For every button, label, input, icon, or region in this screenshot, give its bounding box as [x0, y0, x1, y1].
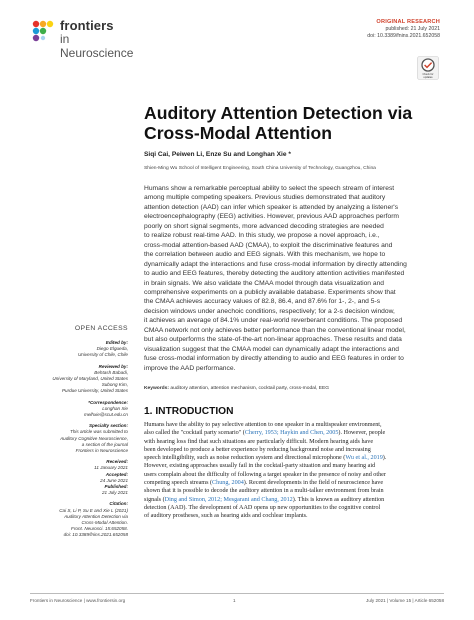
svg-text:updates: updates: [423, 76, 433, 79]
received-label: Received:: [106, 459, 128, 465]
keywords: [144, 386, 440, 391]
abstract-line: visualization suggest that the CMAA model can dynamically adapt the interactions and: [144, 345, 400, 353]
dates-block: [20, 459, 128, 496]
citation-doi[interactable]: doi: 10.3389/fnins.2021.652058: [63, 532, 128, 538]
accepted-label: Accepted:: [105, 471, 128, 477]
abstract-line: Humans show a remarkable perceptual ability to select the speech stream of interest: [144, 185, 395, 192]
frontiers-logo-icon: [30, 19, 56, 45]
citation-text: Front. Neurosci. 15:652058.: [71, 526, 128, 532]
citation-label: Citation:: [109, 501, 128, 507]
citation-link[interactable]: Cherry, 1953; Haykin and Chen, 2005: [244, 430, 339, 437]
intro-text: However, existing approaches usually fail in the cocktail-party situation and many hearing aid: [144, 463, 376, 470]
intro-line: [144, 438, 440, 446]
specialty-text: Frontiers in Neuroscience: [75, 448, 128, 454]
abstract-line: CMAA network not only achieves better performance than the conventional linear model,: [144, 326, 406, 334]
specialty-block: [20, 423, 128, 454]
abstract-line: decision windows under anechoic conditions, respectively; for a 2-s decision window,: [144, 307, 395, 315]
intro-line: [144, 496, 440, 504]
intro-text: Humans have the ability to pay selective attention to one speaker in a multispeaker environment,: [144, 422, 382, 428]
citation-link[interactable]: Ding and Simon, 2012; Mesgarani and Chang, 2012: [164, 496, 293, 503]
correspondence-email[interactable]: melhxie@scut.edu.cn: [84, 412, 128, 418]
intro-line: [144, 487, 440, 495]
editor-name[interactable]: Diego Elgueda,: [96, 346, 128, 352]
citation-text: Cross-Modal Attention.: [81, 520, 128, 526]
footer-site-link[interactable]: www.frontiersin.org: [86, 598, 126, 603]
reviewer-affiliation: University of Maryland, United States: [52, 376, 128, 382]
abstract-line: attention detection (AAD) can infer which speaker is attended by analyzing a listener's: [144, 203, 399, 211]
abstract-line: among multiple competing speakers. Previous studies demonstrated that auditory: [144, 194, 386, 202]
footer-journal-name: Frontiers in Neuroscience: [30, 598, 83, 603]
abstract-line: the CMAA achieves accuracy values of 82.8, 86.4, and 87.6% for 1-, 2-, and 5-s: [144, 298, 381, 306]
keywords-list: auditory attention, attention mechanism, cocktail party, cross-modal, EEG: [170, 386, 330, 391]
title-line: Cross-Modal Attention: [144, 123, 332, 143]
logo-subtitle: in Neuroscience: [60, 32, 134, 60]
reviewer-name[interactable]: Subong Kim,: [101, 382, 128, 388]
affiliation: Shien-Ming Wu School of Intelligent Engineering, South China University of Technology, Guangzhou, China: [144, 166, 376, 171]
intro-line: [144, 462, 440, 470]
reviewer-name[interactable]: Behtash Babadi,: [94, 369, 128, 375]
correspondence-block: [20, 400, 128, 419]
title-line: Auditory Attention Detection via: [144, 103, 413, 123]
intro-text: speech intelligibility, such as noise reduction system and directional microphone (: [144, 455, 346, 462]
abstract-line: in brain signals. We also validate the CMAA model through data visualization and: [144, 279, 385, 287]
intro-line: [144, 446, 440, 454]
abstract-line: comprehensive experiments on a publicly available database. Experiments show that: [144, 288, 396, 296]
keywords-label: Keywords:: [144, 386, 170, 391]
intro-text: with hearing loss find that such situations are particularly difficult. Modern hearing aids have: [144, 438, 374, 445]
published-label: Published:: [104, 484, 128, 490]
abstract-line: improve the AAD performance.: [144, 364, 236, 372]
specialty-text: This article was submitted to: [70, 429, 128, 435]
author-list[interactable]: Siqi Cai, Peiwen Li, Enze Su and Longhan Xie *: [144, 151, 291, 158]
intro-text: users complain about the difficulty of following a target speaker in the presence of noisy and other: [144, 471, 386, 478]
edited-by-block: [20, 340, 128, 359]
open-access-label: OPEN ACCESS: [74, 325, 128, 332]
intro-text: ). However, people: [338, 430, 386, 437]
published-date-sidebar: 21 July 2021: [101, 490, 128, 496]
article-info-sidebar: [20, 340, 128, 544]
abstract-line: fuse cross-modal information by directly attending to audio and EEG features in order to: [144, 355, 404, 363]
intro-line: [144, 421, 440, 429]
citation-link[interactable]: Wu et al., 2019: [345, 455, 383, 462]
abstract-line: but also outperforms the state-of-the-art non-linear approaches. These results and data: [144, 336, 402, 344]
reviewed-by-label: Reviewed by:: [98, 363, 128, 369]
citation-text: Cai S, Li P, Su E and Xie L (2021): [59, 507, 128, 513]
page-number: 1: [233, 598, 236, 603]
abstract-line: to realize robust real-time AAD. In this study, we propose a novel approach, i.e.,: [144, 232, 380, 240]
citation-link[interactable]: Chung, 2004: [212, 480, 244, 487]
intro-text: detection (AAD). The development of AAD opens up new opportunities to the cognitive control: [144, 504, 381, 511]
article-meta: [367, 19, 440, 40]
footer-volume: July 2021 | Volume 15 | Article 652058: [366, 598, 444, 603]
abstract-line: to audio and EEG features, thereby detecting the auditory attention activities manifested: [144, 270, 405, 278]
editor-affiliation: University of Chile, Chile: [77, 352, 128, 358]
citation-block: [20, 501, 128, 538]
check-for-updates-icon[interactable]: [417, 56, 439, 80]
accepted-date: 24 June 2021: [100, 477, 128, 483]
intro-line: [144, 504, 440, 512]
article-title: [144, 103, 444, 143]
article-type: ORIGINAL RESEARCH: [376, 19, 440, 25]
specialty-text: Auditory Cognitive Neuroscience,: [60, 435, 128, 441]
abstract: [144, 184, 440, 373]
doi-link[interactable]: doi: 10.3389/fnins.2021.652058: [367, 33, 440, 39]
intro-text: of auditory prostheses, such as hearing aids and cochlear implants.: [144, 513, 308, 520]
intro-line: [144, 512, 440, 520]
intro-body: [144, 421, 440, 521]
intro-text: been developed to produce a better experience by reducing background noise and increasing: [144, 446, 371, 453]
svg-text:Check for: Check for: [422, 73, 434, 76]
abstract-line: the correlation between audio and EEG signals. With this mechanism, we hope to: [144, 251, 386, 259]
abstract-line: poorly on short signal segments, more advanced decoding strategies are needed: [144, 222, 384, 230]
intro-text: also called the "cocktail party scenario" (: [144, 430, 245, 437]
intro-line: [144, 454, 440, 462]
abstract-line: cross-modal attention-based AAD (CMAA), to exploit the discriminative features and: [144, 241, 393, 249]
intro-text: ). Recent developments in the field of neuroscience have: [243, 480, 384, 487]
logo-wordmark: frontiers: [60, 18, 114, 33]
edited-by-label: Edited by:: [105, 340, 128, 345]
abstract-line: it achieves an average of 84.1% under real-world reverberant conditions. The proposed: [144, 317, 403, 325]
correspondence-label: *Correspondence:: [88, 399, 128, 405]
journal-logo[interactable]: [30, 17, 140, 60]
abstract-line: electroencephalography (EEG) activities. However, previous AAD approaches perform: [144, 213, 399, 221]
intro-text: signals (: [144, 496, 165, 503]
correspondence-name: Longhan Xie: [102, 405, 128, 411]
intro-text: competing speech streams (: [144, 480, 213, 487]
intro-line: [144, 471, 440, 479]
abstract-line: dynamically adapt the interactions and fuse cross-modal information by directly attending: [144, 260, 407, 268]
received-date: 11 January 2021: [94, 465, 128, 471]
intro-text: ).: [382, 455, 387, 462]
intro-text: shown that it is possible to decode the auditory attention in a multi-talker environment from brain: [144, 488, 384, 495]
reviewer-affiliation: Purdue University, United States: [61, 388, 128, 394]
citation-text: Auditory Attention Detection via: [64, 513, 128, 519]
intro-text: ). This is known as auditory attention: [292, 496, 385, 503]
section-heading: 1. INTRODUCTION: [144, 406, 234, 417]
published-date: published: 21 July 2021: [385, 26, 440, 32]
specialty-text: a section of the journal: [81, 441, 128, 447]
footer-divider: [30, 593, 444, 594]
footer-journal: Frontiers in Neuroscience | www.frontiersin.org: [30, 598, 126, 603]
intro-line: [144, 429, 440, 437]
intro-line: [144, 479, 440, 487]
reviewed-by-block: [20, 364, 128, 395]
specialty-label: Specialty section:: [88, 423, 128, 429]
